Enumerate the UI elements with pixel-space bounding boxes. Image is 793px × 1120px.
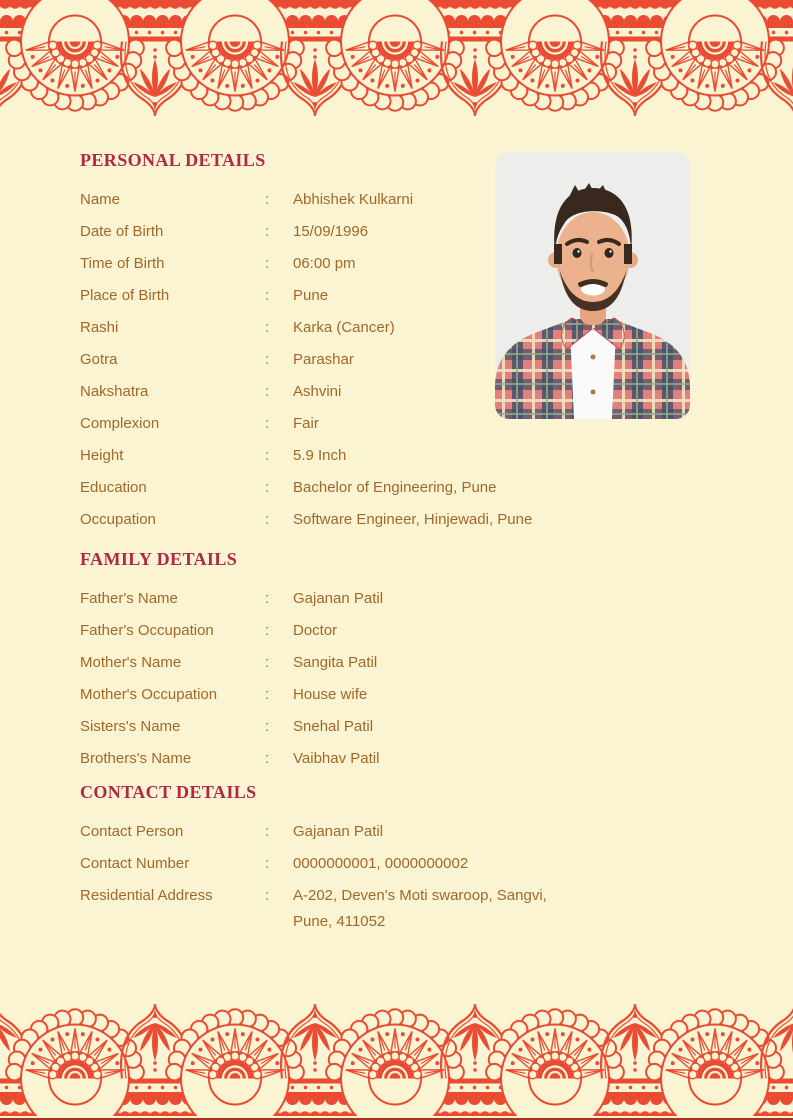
row-label: Contact Number — [80, 855, 190, 872]
row-label: Name — [80, 191, 121, 208]
row-value: Software Engineer, Hinjewadi, Pune — [293, 511, 533, 528]
row-colon: : — [265, 686, 270, 703]
row-label: Contact Person — [80, 823, 184, 840]
row-label: Mother's Occupation — [80, 686, 218, 703]
section — [80, 782, 640, 931]
row-label: Height — [80, 447, 124, 464]
row-value: 0000000001, 0000000002 — [293, 855, 469, 872]
row-colon: : — [265, 823, 270, 840]
row-label: Mother's Name — [80, 654, 182, 671]
row-label: Nakshatra — [80, 383, 149, 400]
row-colon: : — [265, 654, 270, 671]
row-label: Father's Occupation — [80, 622, 214, 639]
row-colon: : — [265, 718, 270, 735]
row-colon: : — [265, 887, 270, 904]
row-value: Karka (Cancer) — [293, 319, 395, 336]
row-value: Snehal Patil — [293, 718, 374, 735]
row-label: Education — [80, 479, 147, 496]
row-value: House wife — [293, 686, 368, 703]
row-colon: : — [265, 351, 270, 368]
row-colon: : — [265, 223, 270, 240]
row-value — [293, 886, 640, 931]
bottom-mandala-border — [0, 995, 793, 1120]
section-title: CONTACT DETAILS — [80, 782, 257, 802]
row-colon: : — [265, 479, 270, 496]
row-colon: : — [265, 319, 270, 336]
row-value: 06:00 pm — [293, 255, 356, 272]
section-title: FAMILY DETAILS — [80, 549, 238, 569]
row-colon: : — [265, 383, 270, 400]
row-colon: : — [265, 415, 270, 432]
row-colon: : — [265, 287, 270, 304]
detail-row — [80, 854, 640, 873]
row-value: Gajanan Patil — [293, 823, 384, 840]
row-label: Father's Name — [80, 590, 178, 607]
detail-row — [80, 478, 640, 497]
detail-row — [80, 822, 640, 841]
row-colon: : — [265, 447, 270, 464]
row-value: Ashvini — [293, 383, 342, 400]
row-value: Abhishek Kulkarni — [293, 191, 414, 208]
row-value: Vaibhav Patil — [293, 750, 380, 767]
profile-photo — [495, 152, 690, 419]
detail-row — [80, 589, 640, 608]
row-label: Gotra — [80, 351, 118, 368]
row-label: Place of Birth — [80, 287, 170, 304]
detail-row — [80, 685, 640, 704]
row-label: Residential Address — [80, 887, 213, 904]
detail-row — [80, 621, 640, 640]
detail-row — [80, 886, 640, 931]
row-value-line: Pune, 411052 — [293, 913, 386, 930]
row-value: Parashar — [293, 351, 354, 368]
row-value: Fair — [293, 415, 319, 432]
row-colon: : — [265, 255, 270, 272]
detail-row — [80, 510, 640, 529]
row-value: Bachelor of Engineering, Pune — [293, 479, 497, 496]
top-mandala-border — [0, 0, 793, 125]
row-label: Sisters's Name — [80, 718, 181, 735]
section-title: PERSONAL DETAILS — [80, 150, 266, 170]
row-label: Rashi — [80, 319, 119, 336]
row-value-line: A-202, Deven's Moti swaroop, Sangvi, — [293, 887, 547, 904]
row-colon: : — [265, 590, 270, 607]
row-colon: : — [265, 750, 270, 767]
section — [80, 549, 640, 768]
row-value: Doctor — [293, 622, 338, 639]
row-value: Gajanan Patil — [293, 590, 384, 607]
row-label: Time of Birth — [80, 255, 165, 272]
profile-photo-illustration — [495, 152, 690, 419]
row-label: Occupation — [80, 511, 156, 528]
row-label: Complexion — [80, 415, 160, 432]
row-value: Sangita Patil — [293, 654, 378, 671]
row-label: Date of Birth — [80, 223, 164, 240]
row-label: Brothers's Name — [80, 750, 192, 767]
detail-row — [80, 653, 640, 672]
detail-row — [80, 749, 640, 768]
row-colon: : — [265, 622, 270, 639]
row-colon: : — [265, 511, 270, 528]
row-colon: : — [265, 855, 270, 872]
detail-row — [80, 717, 640, 736]
row-value: Pune — [293, 287, 329, 304]
detail-row — [80, 446, 640, 465]
row-value: 5.9 Inch — [293, 447, 347, 464]
row-colon: : — [265, 191, 270, 208]
row-value: 15/09/1996 — [293, 223, 369, 240]
